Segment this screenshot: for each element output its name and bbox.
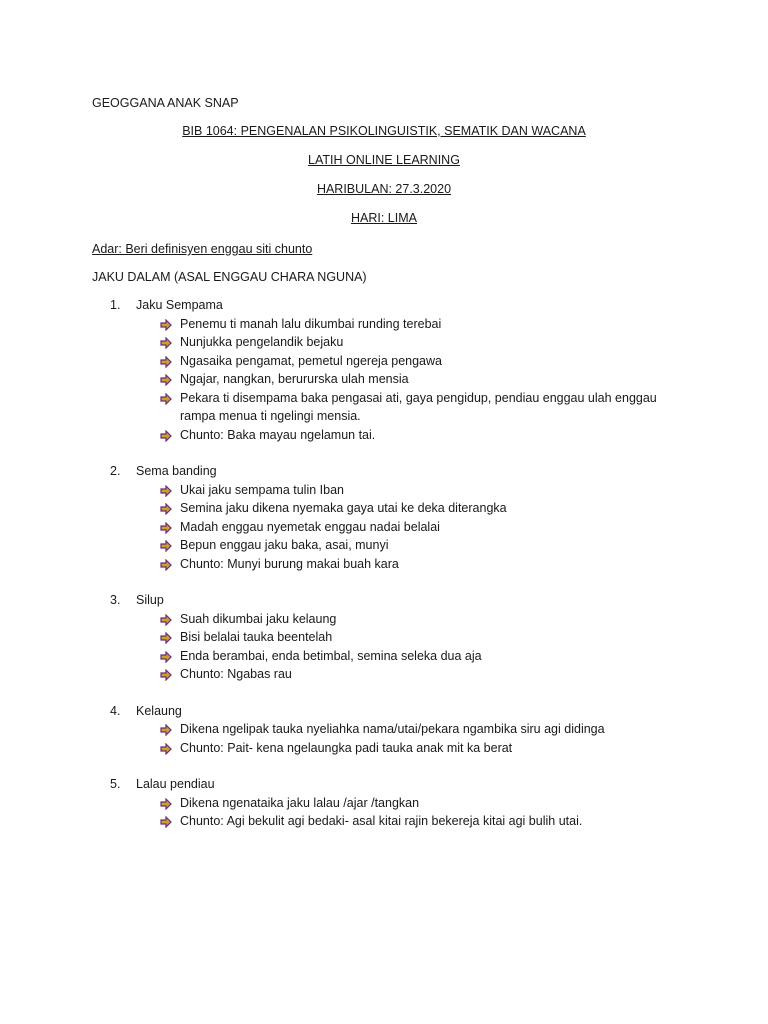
sub-point-text: Dikena ngenataika jaku lalau /ajar /tangkan — [180, 795, 420, 810]
sub-point — [110, 352, 670, 371]
sub-point-text: Pekara ti disempama baka pengasai ati, gaya pengidup, pendiau enggau ulah enggau rampa menua ti ngelingi mensia. — [180, 390, 657, 423]
course-title: BIB 1064: PENGENALAN PSIKOLINGUISTIK, SEMATIK DAN WACANA — [182, 124, 586, 138]
arrow-bullet-icon — [160, 724, 172, 736]
arrow-bullet-icon — [160, 540, 172, 552]
sub-point-text: Enda berambai, enda betimbal, semina seleka dua aja — [180, 648, 482, 663]
arrow-bullet-icon — [160, 651, 172, 663]
sub-point — [110, 333, 670, 352]
sub-point-text: Ukai jaku sempama tulin Iban — [180, 482, 344, 497]
sub-point-text: Ngasaika pengamat, pemetul ngereja pengawa — [180, 353, 442, 368]
list-item-title: Lalau pendiau — [136, 777, 215, 791]
list-item-number: 1. — [110, 298, 121, 312]
sub-point-list — [110, 720, 670, 757]
sub-point-text: Madah enggau nyemetak enggau nadai belalai — [180, 519, 440, 534]
sub-point-text: Semina jaku dikena nyemaka gaya utai ke deka diterangka — [180, 501, 507, 515]
sub-point-text: Chunto: Pait- kena ngelaungka padi tauka anak mit ka berat — [180, 740, 513, 755]
list-item — [110, 775, 670, 831]
definition-list — [110, 296, 670, 849]
list-item — [110, 591, 670, 684]
sub-point — [110, 481, 670, 500]
arrow-bullet-icon — [160, 356, 172, 368]
instruction-line: Adar: Beri definisyen enggau siti chunto — [92, 242, 313, 256]
list-item-title: Silup — [136, 593, 164, 607]
sub-point-text: Ngajar, nangkan, berururska ulah mensia — [180, 372, 409, 386]
arrow-bullet-icon — [160, 798, 172, 810]
date-line: HARIBULAN: 27.3.2020 — [316, 182, 452, 196]
list-item-title: Kelaung — [136, 703, 182, 718]
sub-point-text: Chunto: Agi bekulit agi bedaki- asal kitai rajin bekereja kitai agi bulih utai. — [180, 814, 583, 828]
list-item-number: 3. — [110, 593, 121, 607]
list-item-number: 5. — [110, 777, 121, 791]
list-item-heading — [110, 775, 670, 794]
arrow-bullet-icon — [160, 669, 172, 681]
author-name: GEOGGANA ANAK SNAP — [92, 96, 239, 110]
sub-point — [110, 812, 670, 831]
sub-point — [110, 739, 670, 758]
sub-point-text: Chunto: Munyi burung makai buah kara — [180, 556, 399, 571]
sub-point — [110, 665, 670, 684]
sub-point-list — [110, 794, 670, 831]
arrow-bullet-icon — [160, 632, 172, 644]
sub-point-text: Chunto: Ngabas rau — [180, 667, 292, 681]
list-item-title: Jaku Sempama — [136, 298, 223, 312]
sub-point-text: Chunto: Baka mayau ngelamun tai. — [180, 427, 376, 442]
arrow-bullet-icon — [160, 816, 172, 828]
list-item — [110, 702, 670, 758]
arrow-bullet-icon — [160, 374, 172, 386]
sub-point — [110, 555, 670, 574]
sub-point-text: Bisi belalai tauka beentelah — [180, 630, 333, 644]
sub-point-text: Bepun enggau jaku baka, asai, munyi — [180, 538, 389, 552]
sub-point — [110, 389, 670, 426]
arrow-bullet-icon — [160, 614, 172, 626]
list-item — [110, 462, 670, 573]
arrow-bullet-icon — [160, 743, 172, 755]
sub-point — [110, 499, 670, 518]
arrow-bullet-icon — [160, 522, 172, 534]
arrow-bullet-icon — [160, 559, 172, 571]
sub-point-text: Dikena ngelipak tauka nyeliahka nama/utai/pekara ngambika siru agi didinga — [180, 722, 605, 736]
section-title: JAKU DALAM (ASAL ENGGAU CHARA NGUNA) — [92, 270, 367, 284]
arrow-bullet-icon — [160, 503, 172, 515]
sub-point — [110, 794, 670, 813]
list-item-heading — [110, 462, 670, 481]
sub-point-list — [110, 315, 670, 445]
list-item-title: Sema banding — [136, 464, 217, 478]
sub-point — [110, 315, 670, 334]
list-item-heading — [110, 296, 670, 315]
activity-title: LATIH ONLINE LEARNING — [308, 153, 460, 167]
arrow-bullet-icon — [160, 485, 172, 497]
sub-point — [110, 628, 670, 647]
sub-point — [110, 370, 670, 389]
list-item-heading — [110, 591, 670, 610]
sub-point — [110, 647, 670, 666]
list-item-number: 2. — [110, 464, 121, 478]
list-item-number: 4. — [110, 703, 121, 718]
list-item — [110, 296, 670, 444]
sub-point-text: Penemu ti manah lalu dikumbai runding terebai — [180, 316, 442, 331]
arrow-bullet-icon — [160, 337, 172, 349]
sub-point — [110, 518, 670, 537]
day-line: HARI: LIMA — [351, 211, 417, 225]
list-item-heading — [110, 702, 670, 721]
arrow-bullet-icon — [160, 393, 172, 405]
sub-point — [110, 610, 670, 629]
sub-point — [110, 720, 670, 739]
arrow-bullet-icon — [160, 430, 172, 442]
sub-point-text: Suah dikumbai jaku kelaung — [180, 611, 337, 626]
sub-point-list — [110, 610, 670, 684]
sub-point — [110, 536, 670, 555]
sub-point — [110, 426, 670, 445]
arrow-bullet-icon — [160, 319, 172, 331]
sub-point-text: Nunjukka pengelandik bejaku — [180, 335, 344, 349]
sub-point-list — [110, 481, 670, 574]
